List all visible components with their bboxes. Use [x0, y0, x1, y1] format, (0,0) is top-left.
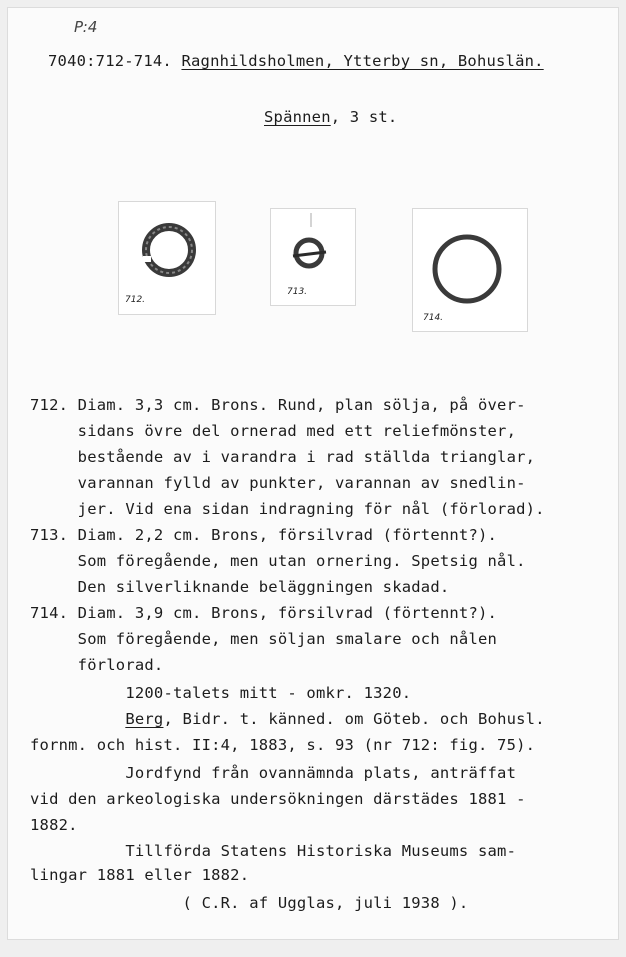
text-line: Den silverliknande beläggningen skadad. [30, 578, 450, 596]
text-line: förlorad. [30, 656, 164, 674]
text-line: jer. Vid ena sidan indragning för nål (förlorad). [30, 500, 545, 518]
text-line: sidans övre del ornerad med ett reliefmönster, [30, 422, 517, 440]
text-line: Som föregående, men söljan smalare och nålen [30, 630, 498, 648]
text-line: varannan fylld av punkter, varannan av snedlin- [30, 474, 526, 492]
text-line: vid den arkeologiska undersökningen därstädes 1881 - [30, 790, 526, 808]
text-line: Som föregående, men utan ornering. Spetsig nål. [30, 552, 526, 570]
dating-line: 1200-talets mitt - omkr. 1320. [30, 684, 412, 702]
text-line: Jordfynd från ovannämnda plats, anträffat [30, 764, 517, 782]
catalog-card [8, 8, 618, 939]
reference-author: Berg [125, 710, 164, 728]
reference-line [30, 710, 545, 728]
text-line: 1882. [30, 816, 78, 834]
text-line: Tillförda Statens Historiska Museums sam- [30, 842, 517, 860]
text-line: 713. Diam. 2,2 cm. Brons, försilvrad (förtennt?). [30, 526, 498, 544]
photo-label-713: 713. [287, 287, 308, 297]
catalog-number: 7040:712-714. [48, 52, 172, 70]
find-place: Ragnhildsholmen, Ytterby sn, Bohuslän. [181, 52, 544, 70]
shelfmark: P:4 [74, 18, 98, 36]
photo-714 [412, 208, 528, 332]
header-line [48, 52, 544, 70]
photo-label-712: 712. [125, 295, 146, 305]
object-count: , 3 st. [330, 108, 398, 126]
photo-712 [118, 201, 216, 315]
text-line: bestående av i varandra i rad ställda trianglar, [30, 448, 536, 466]
text-line: lingar 1881 eller 1882. [30, 866, 250, 884]
object-type: Spännen [264, 108, 331, 126]
text-line: fornm. och hist. II:4, 1883, s. 93 (nr 712: fig. 75). [30, 736, 536, 754]
reference-text: , Bidr. t. känned. om Göteb. och Bohusl. [163, 710, 545, 728]
signature-line: ( C.R. af Ugglas, juli 1938 ). [30, 894, 469, 912]
text-line: 714. Diam. 3,9 cm. Brons, försilvrad (förtennt?). [30, 604, 498, 622]
text-line: 712. Diam. 3,3 cm. Brons. Rund, plan sölja, på över- [30, 396, 526, 414]
object-title [264, 108, 397, 126]
photo-713 [270, 208, 356, 306]
photo-label-714: 714. [423, 313, 444, 323]
